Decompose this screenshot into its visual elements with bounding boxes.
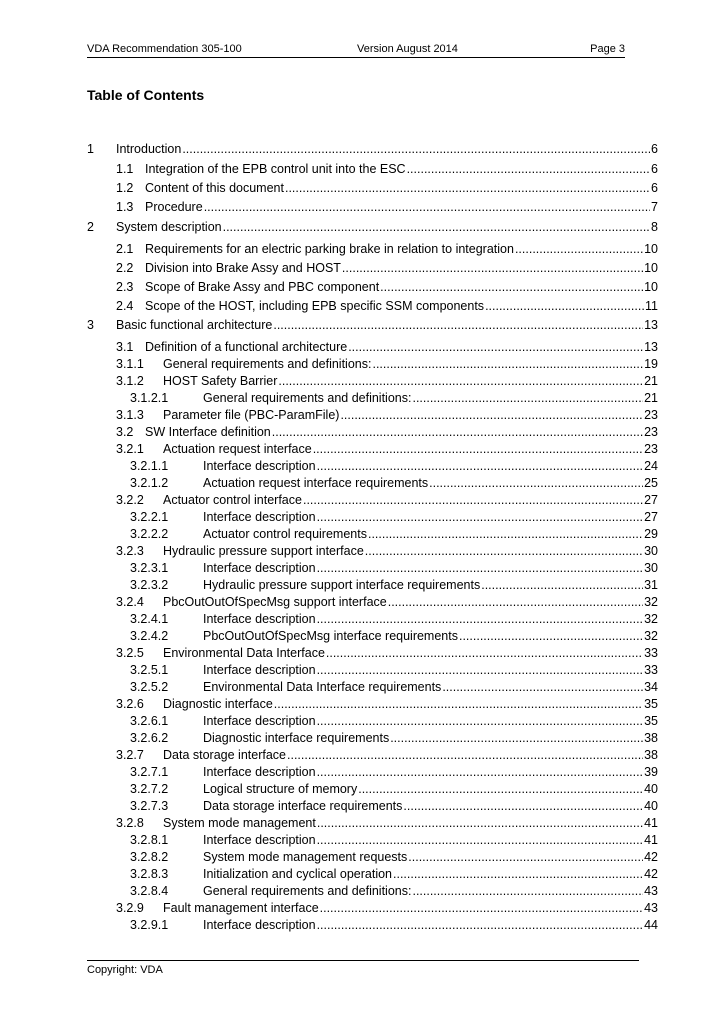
toc-entry[interactable] <box>116 199 658 215</box>
toc-entry-page[interactable]: 42 <box>644 850 658 864</box>
toc-entry-number: 3.2.8.2 <box>130 850 169 864</box>
toc-entry[interactable] <box>116 492 658 508</box>
toc-entry-title[interactable]: Introduction <box>116 142 182 156</box>
toc-entry-page[interactable]: 40 <box>644 782 658 796</box>
toc-dot-leader <box>388 594 643 610</box>
toc-entry-title[interactable]: Interface description <box>203 510 316 524</box>
toc-dot-leader <box>204 199 650 215</box>
toc-entry-page[interactable]: 38 <box>644 731 658 745</box>
toc-dot-leader <box>317 662 644 678</box>
toc-entry-number: 3.2.1.2 <box>130 476 169 490</box>
toc-dot-leader <box>274 696 643 712</box>
toc-entry[interactable] <box>130 849 658 865</box>
toc-entry-page[interactable]: 42 <box>644 867 658 881</box>
toc-entry[interactable] <box>116 441 658 457</box>
toc-entry-page[interactable]: 35 <box>644 697 658 711</box>
toc-dot-leader <box>459 628 643 644</box>
toc-entry-number: 3.2.6 <box>116 697 144 711</box>
toc-entry[interactable] <box>116 594 658 610</box>
toc-entry-number: 1 <box>87 142 94 156</box>
toc-entry-number: 3.2.5.2 <box>130 680 169 694</box>
toc-entry[interactable] <box>87 219 658 235</box>
toc-entry[interactable] <box>130 730 658 746</box>
toc-entry[interactable] <box>130 560 658 576</box>
toc-entry[interactable] <box>130 781 658 797</box>
toc-dot-leader <box>317 713 644 729</box>
toc-dot-leader <box>317 458 644 474</box>
toc-entry-page[interactable]: 31 <box>644 578 658 592</box>
toc-entry-page[interactable]: 43 <box>644 884 658 898</box>
toc-dot-leader <box>320 900 643 916</box>
toc-entry-number: 3.1.3 <box>116 408 144 422</box>
toc-dot-leader <box>340 407 643 423</box>
toc-entry-number: 3.2.2.2 <box>130 527 169 541</box>
toc-entry-page[interactable]: 25 <box>644 476 658 490</box>
toc-dot-leader <box>223 219 650 235</box>
toc-entry-title[interactable]: Procedure <box>145 200 203 214</box>
toc-entry-page[interactable]: 10 <box>644 242 658 256</box>
toc-entry[interactable] <box>130 475 658 491</box>
toc-dot-leader <box>317 917 644 933</box>
toc-entry[interactable] <box>87 141 658 157</box>
toc-dot-leader <box>313 441 643 457</box>
toc-entry-page[interactable]: 13 <box>644 318 658 332</box>
toc-entry-number: 3 <box>87 318 94 332</box>
toc-dot-leader <box>303 492 643 508</box>
toc-dot-leader <box>317 832 644 848</box>
toc-entry-page[interactable]: 35 <box>644 714 658 728</box>
toc-entry[interactable] <box>130 509 658 525</box>
toc-entry-page[interactable]: 30 <box>644 544 658 558</box>
toc-entry-number: 2.2 <box>116 261 134 275</box>
toc-dot-leader <box>287 747 643 763</box>
toc-entry-number: 3.2.5.1 <box>130 663 169 677</box>
toc-entry-page[interactable]: 10 <box>644 280 658 294</box>
toc-entry[interactable] <box>116 815 658 831</box>
toc-dot-leader <box>403 798 643 814</box>
toc-entry-title[interactable]: Actuation request interface <box>163 442 312 456</box>
toc-entry-title[interactable]: Parameter file (PBC-ParamFile) <box>163 408 340 422</box>
toc-entry-title[interactable]: Hydraulic pressure support interface requirements <box>203 578 481 592</box>
toc-entry[interactable] <box>130 628 658 644</box>
toc-entry[interactable] <box>130 764 658 780</box>
toc-entry-number: 3.1 <box>116 340 134 354</box>
toc-entry-title[interactable]: Interface description <box>203 561 316 575</box>
toc-entry-number: 3.1.1 <box>116 357 144 371</box>
toc-dot-leader <box>481 577 643 593</box>
toc-entry-page[interactable]: 34 <box>644 680 658 694</box>
toc-dot-leader <box>412 390 643 406</box>
header-document-id: VDA Recommendation 305-100 <box>87 43 242 55</box>
toc-entry-page[interactable]: 23 <box>644 425 658 439</box>
toc-entry[interactable] <box>116 543 658 559</box>
toc-entry-title[interactable]: Interface description <box>203 833 316 847</box>
toc-entry-page[interactable]: 29 <box>644 527 658 541</box>
toc-entry-number: 3.2.9 <box>116 901 144 915</box>
toc-dot-leader <box>372 356 643 372</box>
toc-dot-leader <box>485 298 644 314</box>
toc-entry-title[interactable]: Basic functional architecture <box>116 318 273 332</box>
toc-entry-number: 3.2.6.2 <box>130 731 169 745</box>
toc-entry-title[interactable]: Interface description <box>203 612 316 626</box>
toc-entry-page[interactable]: 41 <box>644 833 658 847</box>
header-page-number: Page 3 <box>590 43 625 55</box>
toc-entry[interactable] <box>116 645 658 661</box>
toc-entry-number: 3.2.1 <box>116 442 144 456</box>
toc-entry-title[interactable]: Interface description <box>203 459 316 473</box>
toc-entry-page[interactable]: 32 <box>644 612 658 626</box>
toc-entry-page[interactable]: 7 <box>651 200 658 214</box>
toc-entry-page[interactable]: 8 <box>651 220 658 234</box>
toc-entry-number: 3.2.8.3 <box>130 867 169 881</box>
toc-entry-number: 3.2.5 <box>116 646 144 660</box>
toc-entry-title[interactable]: Initialization and cyclical operation <box>203 867 392 881</box>
toc-entry[interactable] <box>130 611 658 627</box>
toc-entry-title[interactable]: Interface description <box>203 714 316 728</box>
toc-entry-page[interactable]: 21 <box>644 391 658 405</box>
toc-entry-page[interactable]: 27 <box>644 493 658 507</box>
toc-dot-leader <box>273 317 643 333</box>
toc-entry-page[interactable]: 40 <box>644 799 658 813</box>
toc-entry-number: 3.1.2 <box>116 374 144 388</box>
toc-entry[interactable] <box>116 339 658 355</box>
toc-entry-title[interactable]: Content of this document <box>145 181 284 195</box>
toc-entry-number: 3.2.4.2 <box>130 629 169 643</box>
toc-dot-leader <box>442 679 643 695</box>
toc-entry-page[interactable]: 6 <box>651 181 658 195</box>
toc-dot-leader <box>317 764 644 780</box>
page-header <box>87 41 625 58</box>
toc-entry-page[interactable]: 13 <box>644 340 658 354</box>
toc-entry[interactable] <box>130 679 658 695</box>
toc-entry-number: 3.2.3.2 <box>130 578 169 592</box>
toc-entry[interactable] <box>116 747 658 763</box>
toc-entry-number: 3.2.6.1 <box>130 714 169 728</box>
toc-entry-number: 1.1 <box>116 162 134 176</box>
toc-entry-number: 3.2.7.3 <box>130 799 169 813</box>
toc-dot-leader <box>412 883 643 899</box>
toc-dot-leader <box>278 373 643 389</box>
toc-entry-title[interactable]: Actuator control requirements <box>203 527 367 541</box>
toc-entry-page[interactable]: 6 <box>651 162 658 176</box>
toc-entry-number: 3.2.8.1 <box>130 833 169 847</box>
toc-entry-title[interactable]: PbcOutOutOfSpecMsg support interface <box>163 595 387 609</box>
header-version: Version August 2014 <box>357 43 458 55</box>
toc-entry-title[interactable]: Interface description <box>203 663 316 677</box>
toc-dot-leader <box>317 815 643 831</box>
toc-dot-leader <box>326 645 643 661</box>
toc-entry[interactable] <box>130 577 658 593</box>
toc-entry-number: 3.2 <box>116 425 134 439</box>
toc-dot-leader <box>380 279 643 295</box>
toc-entry-title[interactable]: Integration of the EPB control unit into the ESC <box>145 162 406 176</box>
toc-entry-title[interactable]: General requirements and definitions: <box>203 884 412 898</box>
toc-entry-page[interactable]: 27 <box>644 510 658 524</box>
toc-entry[interactable] <box>130 713 658 729</box>
toc-entry[interactable] <box>130 832 658 848</box>
toc-entry-page[interactable]: 32 <box>644 595 658 609</box>
toc-dot-leader <box>342 260 643 276</box>
toc-entry-title[interactable]: HOST Safety Barrier <box>163 374 278 388</box>
toc-entry-title[interactable]: Environmental Data Interface <box>163 646 325 660</box>
toc-entry-number: 2 <box>87 220 94 234</box>
toc-entry-number: 1.3 <box>116 200 134 214</box>
toc-entry-title[interactable]: SW Interface definition <box>145 425 271 439</box>
toc-entry[interactable] <box>116 161 658 177</box>
toc-entry-page[interactable]: 32 <box>644 629 658 643</box>
toc-entry-title[interactable]: Definition of a functional architecture <box>145 340 348 354</box>
toc-dot-leader <box>365 543 643 559</box>
toc-entry[interactable] <box>116 279 658 295</box>
toc-entry-title[interactable]: Data storage interface <box>163 748 286 762</box>
toc-entry-page[interactable]: 33 <box>644 663 658 677</box>
toc-dot-leader <box>272 424 643 440</box>
toc-entry-number: 3.2.2.1 <box>130 510 169 524</box>
toc-dot-leader <box>515 241 643 257</box>
toc-entry-number: 3.2.3.1 <box>130 561 169 575</box>
toc-entry-title[interactable]: Interface description <box>203 918 316 932</box>
toc-entry-title[interactable]: Diagnostic interface requirements <box>203 731 390 745</box>
toc-entry-page[interactable]: 19 <box>644 357 658 371</box>
toc-entry-title[interactable]: PbcOutOutOfSpecMsg interface requirements <box>203 629 458 643</box>
toc-entry-number: 3.2.4 <box>116 595 144 609</box>
toc-entry[interactable] <box>130 883 658 899</box>
toc-entry-page[interactable]: 11 <box>645 299 658 313</box>
toc-entry-title[interactable]: Hydraulic pressure support interface <box>163 544 364 558</box>
toc-entry[interactable] <box>130 866 658 882</box>
toc-entry-number: 3.1.2.1 <box>130 391 169 405</box>
toc-entry-title[interactable]: Scope of the HOST, including EPB specific SSM components <box>145 299 485 313</box>
toc-entry-page[interactable]: 23 <box>644 408 658 422</box>
toc-entry[interactable] <box>116 180 658 196</box>
toc-entry-number: 3.2.8.4 <box>130 884 169 898</box>
toc-entry-title[interactable]: Actuation request interface requirements <box>203 476 429 490</box>
toc-entry-page[interactable]: 44 <box>644 918 658 932</box>
toc-entry[interactable] <box>116 260 658 276</box>
toc-entry-page[interactable]: 24 <box>644 459 658 473</box>
toc-dot-leader <box>390 730 643 746</box>
toc-entry-number: 3.2.1.1 <box>130 459 169 473</box>
toc-entry-number: 3.2.7 <box>116 748 144 762</box>
toc-dot-leader <box>182 141 650 157</box>
toc-entry[interactable] <box>130 458 658 474</box>
toc-entry-number: 2.3 <box>116 280 134 294</box>
toc-entry[interactable] <box>130 798 658 814</box>
toc-entry-number: 2.1 <box>116 242 134 256</box>
toc-dot-leader <box>317 611 644 627</box>
toc-entry[interactable] <box>116 424 658 440</box>
toc-entry-title[interactable]: System mode management requests <box>203 850 408 864</box>
toc-entry[interactable] <box>116 407 658 423</box>
toc-entry-number: 2.4 <box>116 299 134 313</box>
toc-entry-page[interactable]: 30 <box>644 561 658 575</box>
toc-entry-title[interactable]: Division into Brake Assy and HOST <box>145 261 341 275</box>
toc-entry[interactable] <box>116 373 658 389</box>
toc-entry-title[interactable]: System mode management <box>163 816 316 830</box>
toc-dot-leader <box>408 849 643 865</box>
toc-entry[interactable] <box>116 298 658 314</box>
toc-dot-leader <box>317 560 644 576</box>
toc-dot-leader <box>429 475 643 491</box>
toc-entry[interactable] <box>130 662 658 678</box>
toc-entry[interactable] <box>130 390 658 406</box>
toc-entry-number: 3.2.7.2 <box>130 782 169 796</box>
toc-entry-page[interactable]: 43 <box>644 901 658 915</box>
toc-entry-title[interactable]: Environmental Data Interface requirements <box>203 680 442 694</box>
toc-entry-page[interactable]: 38 <box>644 748 658 762</box>
toc-dot-leader <box>368 526 643 542</box>
toc-entry-title[interactable]: System description <box>116 220 222 234</box>
toc-dot-leader <box>358 781 643 797</box>
toc-entry-title[interactable]: Requirements for an electric parking brake in relation to integration <box>145 242 514 256</box>
toc-entry-title[interactable]: Fault management interface <box>163 901 319 915</box>
toc-entry[interactable] <box>130 917 658 933</box>
toc-entry[interactable] <box>116 900 658 916</box>
toc-entry-title[interactable]: General requirements and definitions: <box>203 391 412 405</box>
toc-entry-title[interactable]: Diagnostic interface <box>163 697 273 711</box>
footer-divider <box>87 960 639 961</box>
toc-dot-leader <box>407 161 650 177</box>
toc-entry-page[interactable]: 39 <box>644 765 658 779</box>
toc-title: Table of Contents <box>87 87 205 103</box>
footer-copyright: Copyright: VDA <box>87 964 163 976</box>
toc-entry-number: 3.2.3 <box>116 544 144 558</box>
toc-entry-page[interactable]: 41 <box>644 816 658 830</box>
toc-entry-page[interactable]: 23 <box>644 442 658 456</box>
toc-entry-page[interactable]: 21 <box>644 374 658 388</box>
toc-entry-number: 3.2.4.1 <box>130 612 169 626</box>
toc-entry[interactable] <box>87 317 658 333</box>
toc-entry[interactable] <box>116 696 658 712</box>
toc-entry-page[interactable]: 6 <box>651 142 658 156</box>
toc-entry-title[interactable]: Scope of Brake Assy and PBC component <box>145 280 380 294</box>
toc-entry-title[interactable]: Actuator control interface <box>163 493 302 507</box>
toc-entry[interactable] <box>116 241 658 257</box>
toc-dot-leader <box>348 339 643 355</box>
toc-dot-leader <box>285 180 650 196</box>
toc-entry-number: 3.2.2 <box>116 493 144 507</box>
toc-entry-number: 3.2.7.1 <box>130 765 169 779</box>
toc-entry-page[interactable]: 10 <box>644 261 658 275</box>
toc-entry-page[interactable]: 33 <box>644 646 658 660</box>
toc-entry-number: 3.2.9.1 <box>130 918 169 932</box>
toc-entry[interactable] <box>116 356 658 372</box>
toc-dot-leader <box>393 866 643 882</box>
toc-entry[interactable] <box>130 526 658 542</box>
toc-dot-leader <box>317 509 644 525</box>
toc-entry-title[interactable]: General requirements and definitions: <box>163 357 372 371</box>
toc-entry-title[interactable]: Data storage interface requirements <box>203 799 403 813</box>
toc-entry-number: 3.2.8 <box>116 816 144 830</box>
toc-entry-number: 1.2 <box>116 181 134 195</box>
toc-entry-title[interactable]: Interface description <box>203 765 316 779</box>
toc-entry-title[interactable]: Logical structure of memory <box>203 782 358 796</box>
